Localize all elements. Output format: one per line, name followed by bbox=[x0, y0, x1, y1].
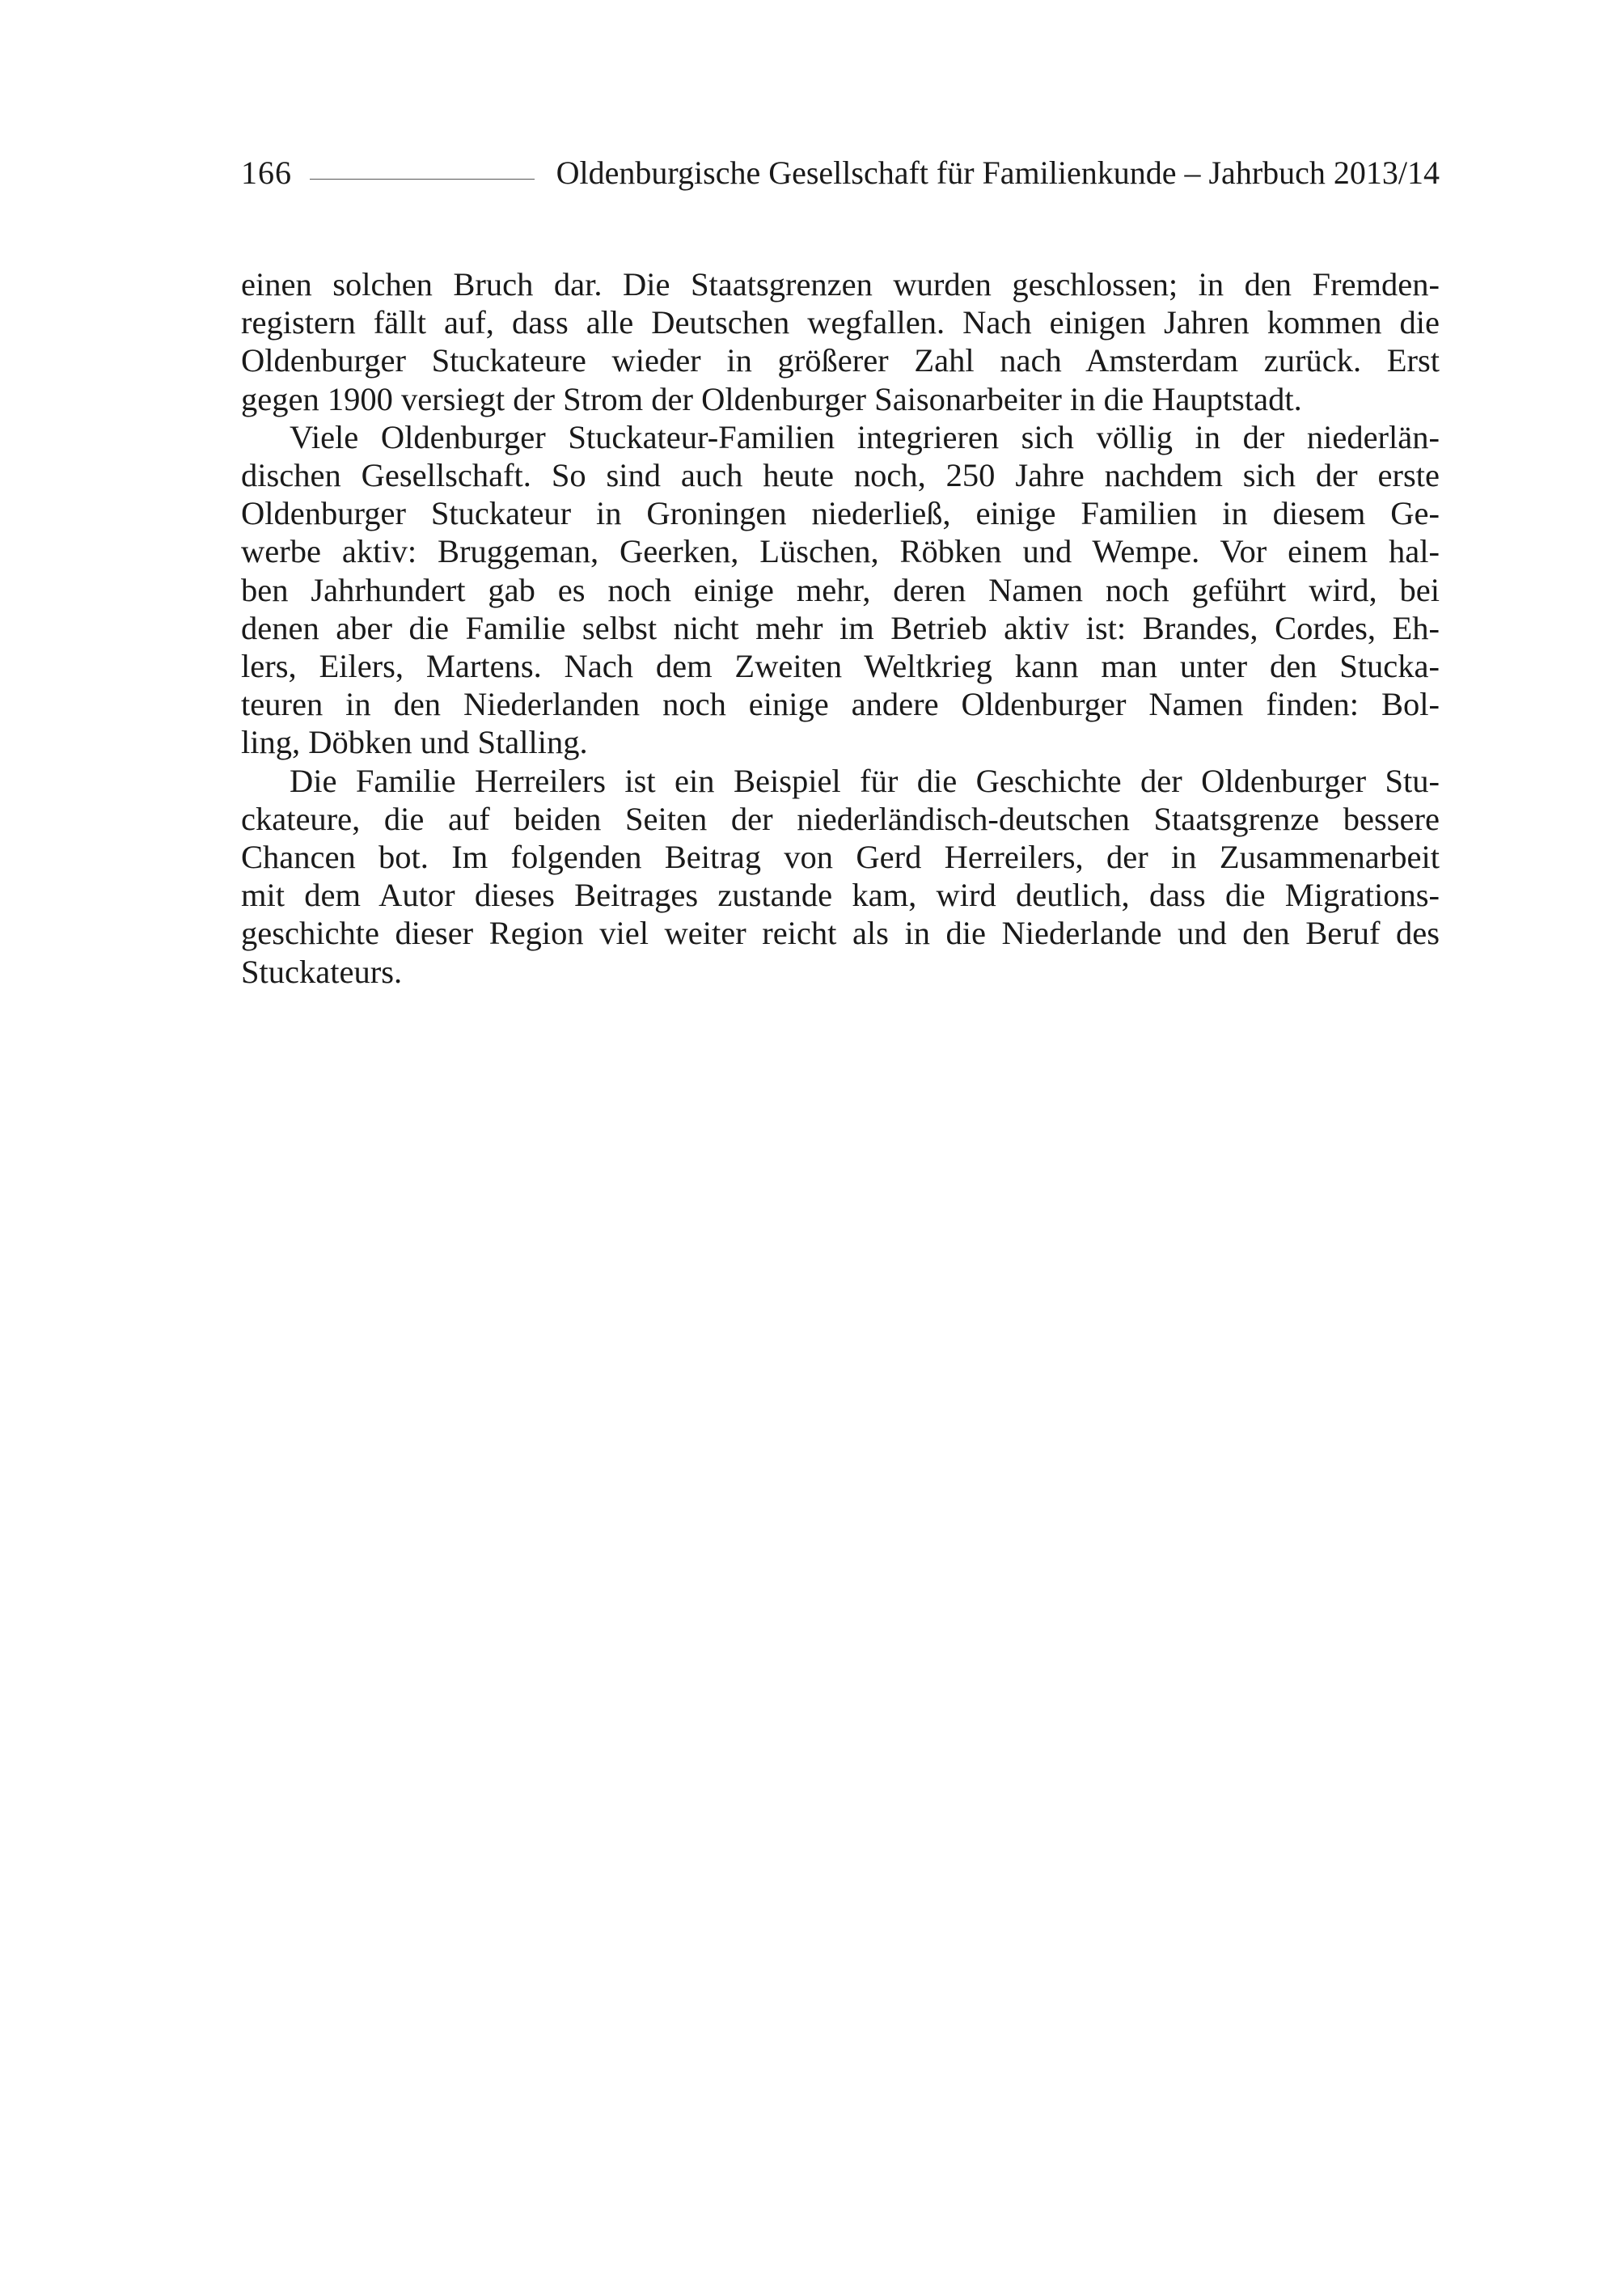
text-line: ckateure, die auf beiden Seiten der niederländisch-deutschen Staatsgrenze bessere bbox=[241, 800, 1440, 837]
text-line: dischen Gesellschaft. So sind auch heute noch, 250 Jahre nachdem sich der erste bbox=[241, 457, 1440, 494]
text-line: einen solchen Bruch dar. Die Staatsgrenzen wurden geschlossen; in den Fremden- bbox=[241, 266, 1440, 303]
paragraph-3 bbox=[241, 762, 1440, 991]
text-line: ling, Döbken und Stalling. bbox=[241, 724, 588, 761]
text-line: Oldenburger Stuckateure wieder in größerer Zahl nach Amsterdam zurück. Erst bbox=[241, 342, 1440, 379]
paragraph-1 bbox=[241, 265, 1440, 418]
paragraph-2 bbox=[241, 418, 1440, 762]
header-rule bbox=[310, 179, 535, 180]
text-line: teuren in den Niederlanden noch einige andere Oldenburger Namen finden: Bol- bbox=[241, 686, 1440, 723]
running-head bbox=[241, 150, 1440, 196]
text-line: werbe aktiv: Bruggeman, Geerken, Lüschen, Röbken und Wempe. Vor einem hal- bbox=[241, 533, 1440, 570]
text-line: Stuckateurs. bbox=[241, 953, 403, 990]
running-head-title: Oldenburgische Gesellschaft für Familienkunde – Jahrbuch 2013/14 bbox=[556, 154, 1440, 191]
text-line: mit dem Autor dieses Beitrages zustande kam, wird deutlich, dass die Migrations- bbox=[241, 877, 1440, 914]
text-line: Chancen bot. Im folgenden Beitrag von Gerd Herreilers, der in Zusammenarbeit bbox=[241, 839, 1440, 876]
text-line: gegen 1900 versiegt der Strom der Oldenburger Saisonarbeiter in die Hauptstadt. bbox=[241, 380, 1302, 417]
text-line: ben Jahrhundert gab es noch einige mehr, deren Namen noch geführt wird, bei bbox=[241, 571, 1440, 608]
text-line: geschichte dieser Region viel weiter reicht als in die Niederlande und den Beruf des bbox=[241, 915, 1440, 952]
text-line: denen aber die Familie selbst nicht mehr im Betrieb aktiv ist: Brandes, Cordes, Eh- bbox=[241, 609, 1440, 646]
text-line: registern fällt auf, dass alle Deutschen wegfallen. Nach einigen Jahren kommen die bbox=[241, 304, 1440, 341]
text-line: Die Familie Herreilers ist ein Beispiel für die Geschichte der Oldenburger Stu- bbox=[290, 762, 1440, 799]
text-line: Viele Oldenburger Stuckateur-Familien integrieren sich völlig in der niederlän- bbox=[290, 418, 1440, 455]
text-line: Oldenburger Stuckateur in Groningen niederließ, einige Familien in diesem Ge- bbox=[241, 495, 1440, 532]
body-text bbox=[241, 265, 1440, 991]
text-line: lers, Eilers, Martens. Nach dem Zweiten Weltkrieg kann man unter den Stucka- bbox=[241, 648, 1440, 685]
page-number: 166 bbox=[241, 154, 292, 191]
